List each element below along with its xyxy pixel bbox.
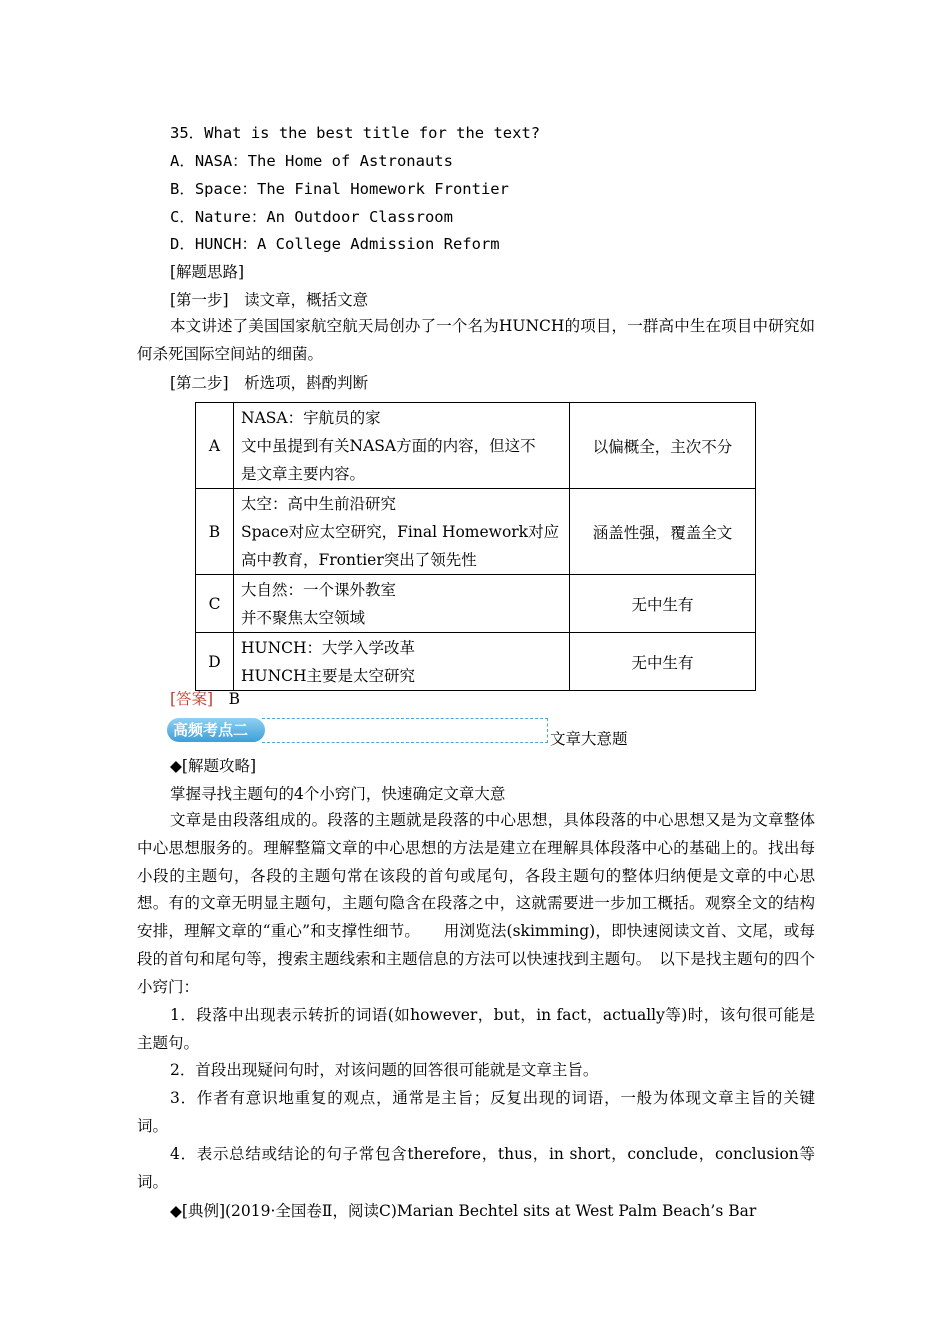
step2-title: [第二步] 析选项，斟酌判断: [170, 374, 369, 392]
table-row: [196, 403, 756, 489]
answer-label: [答案]: [170, 690, 214, 708]
table-option-letter: D: [196, 633, 234, 691]
example-line: ◆[典例](2019·全国卷Ⅱ，阅读C)Marian Bechtel sits at West Palm Beach’s Bar: [170, 1202, 757, 1220]
strategy-heading: ◆[解题攻略]: [170, 757, 257, 775]
table-judgement: 以偏概全，主次不分: [570, 403, 756, 489]
table-row: [196, 633, 756, 691]
step1-title: [第一步] 读文章，概括文意: [170, 291, 369, 309]
option-b: B．Space：The Final Homework Frontier: [170, 180, 509, 198]
table-description: NASA：宇航员的家 文中虽提到有关NASA方面的内容，但这不 是文章主要内容。: [234, 403, 570, 489]
table-judgement: 涵盖性强，覆盖全文: [570, 489, 756, 575]
option-d: D．HUNCH：A College Admission Reform: [170, 235, 500, 253]
table-description: 大自然：一个课外教室 并不聚焦太空领域: [234, 575, 570, 633]
table-option-letter: A: [196, 403, 234, 489]
tip-2: 2．首段出现疑问句时，对该问题的回答很可能就是文章主旨。: [170, 1061, 599, 1079]
tip-3: 3．作者有意识地重复的观点，通常是主旨；反复出现的词语，一般为体现文章主旨的关键词。: [137, 1089, 815, 1135]
answer-line: [170, 689, 240, 709]
section-badge-frame: [262, 718, 548, 743]
analysis-heading: [解题思路]: [170, 263, 245, 281]
option-a: A．NASA：The Home of Astronauts: [170, 152, 453, 170]
option-analysis-table: [195, 402, 756, 691]
option-c: C．Nature：An Outdoor Classroom: [170, 208, 453, 226]
table-row: [196, 489, 756, 575]
question-stem: 35．What is the best title for the text?: [170, 124, 541, 142]
tip-1: 1．段落中出现表示转折的词语(如however，but，in fact，actually等)时，该句很可能是主题句。: [137, 1006, 815, 1052]
tip-4: 4．表示总结或结论的句子常包含therefore，thus，in short，conclude，conclusion等词。: [137, 1145, 815, 1191]
answer-value: B: [228, 690, 241, 708]
strategy-paragraph: 文章是由段落组成的。段落的主题就是段落的中心思想，具体段落的中心思想又是为文章整体中心思想服务的。理解整篇文章的中心思想的方法是建立在理解具体段落中心的基础上的。找出每小段的主题句，各段的主题句常在该段的首句或尾句，各段主题句的整体归纳便是文章的中心思想。有的文章无明显主题句，主题句隐含在段落之中，这就需要进一步加工概括。观察全文的结构安排，理解文章的“重心”和支撑性细节。 用浏览法(skimming)，即快速阅读文首、文尾，或每段的首句和尾句等，搜索主题线索和主题信息的方法可以快速找到主题句。 以下是找主题句的四个小窍门：: [137, 811, 815, 996]
table-description: HUNCH：大学入学改革 HUNCH主要是太空研究: [234, 633, 570, 691]
section-title: 文章大意题: [550, 730, 628, 748]
section-badge: 高频考点二: [167, 718, 265, 742]
table-judgement: 无中生有: [570, 575, 756, 633]
strategy-lead: 掌握寻找主题句的4个小窍门，快速确定文章大意: [170, 785, 506, 803]
table-option-letter: C: [196, 575, 234, 633]
table-row: [196, 575, 756, 633]
table-description: 太空：高中生前沿研究 Space对应太空研究，Final Homework对应 高中教育，Frontier突出了领先性: [234, 489, 570, 575]
step1-text: 本文讲述了美国国家航空航天局创办了一个名为HUNCH的项目，一群高中生在项目中研究如何杀死国际空间站的细菌。: [137, 317, 815, 363]
table-judgement: 无中生有: [570, 633, 756, 691]
table-option-letter: B: [196, 489, 234, 575]
